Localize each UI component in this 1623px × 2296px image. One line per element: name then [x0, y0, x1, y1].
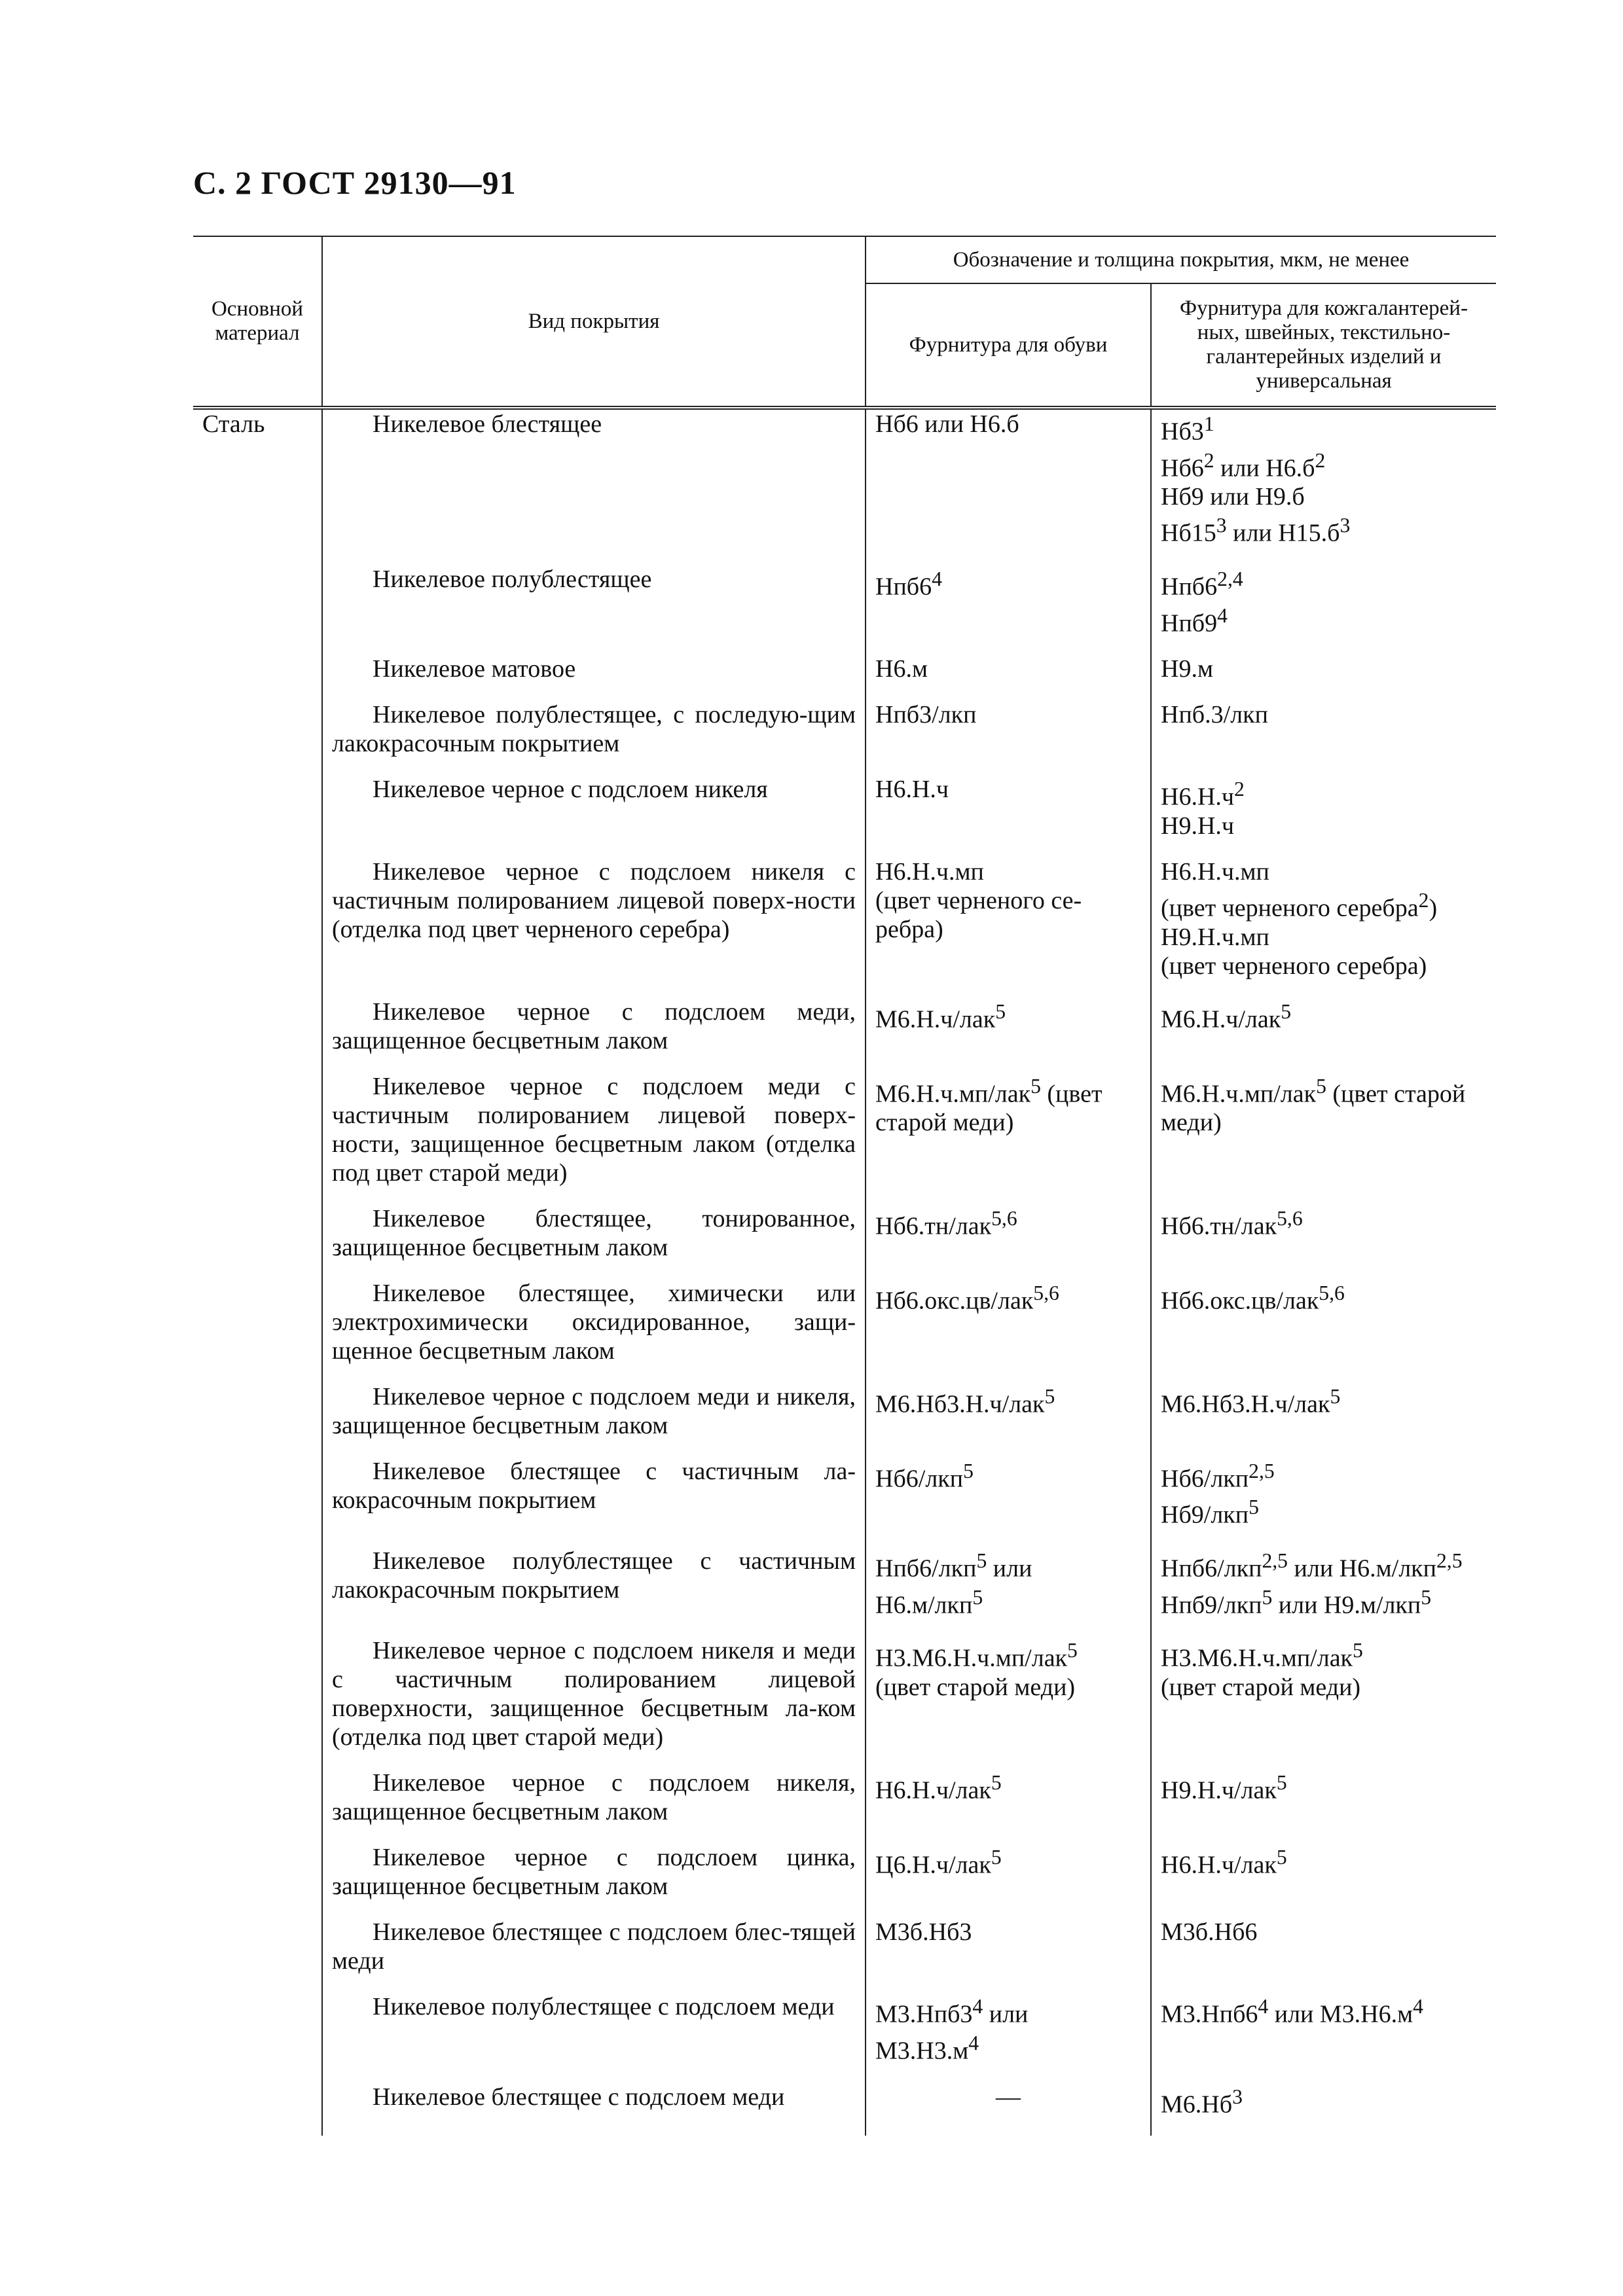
coating-type-cell: Никелевое полублестящее с частичным лакокрасочным покрытием	[322, 1547, 866, 1636]
designation-text: или Н6.м/лкп	[1288, 1554, 1436, 1583]
base-material-cell	[193, 565, 322, 655]
designation-line	[1161, 1918, 1487, 1946]
coating-type-cell: Никелевое черное с подслоем цинка, защищенное бесцветным лаком	[322, 1843, 866, 1918]
footnote-ref: 3	[1216, 514, 1227, 537]
header-designation-group: Обозначение и толщина покрытия, мкм, не менее	[866, 236, 1496, 283]
designation-line	[1161, 1457, 1487, 1494]
base-material-cell	[193, 1843, 322, 1918]
designation-text: или	[983, 2000, 1029, 2028]
footnote-ref: 4	[1258, 1995, 1269, 2018]
base-material-cell	[193, 1992, 322, 2082]
designation-line	[875, 1768, 1141, 1805]
coating-type-cell: Никелевое полублестящее с подслоем меди	[322, 1992, 866, 2082]
coating-type-cell: Никелевое черное с подслоем никеля с частичным полированием лицевой поверх-ности (отделка под цвет черненого серебра)	[322, 857, 866, 997]
designation-line	[875, 1547, 1141, 1583]
leather-fittings-cell	[1151, 1072, 1496, 1204]
table-row	[193, 2083, 1496, 2136]
designation-line	[875, 1673, 1141, 1702]
footnote-ref: 5,6	[1319, 1281, 1345, 1304]
designation-line	[875, 915, 1141, 944]
designation-line	[1161, 1992, 1487, 2029]
designation-text: или Н6.б	[1214, 454, 1315, 482]
designation-text: Н6.Н.ч	[1161, 783, 1234, 811]
footnote-ref: 5	[995, 999, 1006, 1023]
designation-line	[875, 1636, 1141, 1673]
designation-text: Нб6.тн/лак	[875, 1212, 992, 1240]
leather-fittings-cell	[1151, 1918, 1496, 1992]
shoe-fittings-cell	[866, 565, 1151, 655]
designation-line	[1161, 1768, 1487, 1805]
footnote-ref: 2	[1418, 888, 1429, 912]
designation-text: Нб6 или Н6.б	[875, 410, 1019, 438]
footnote-ref: 5	[972, 1585, 983, 1609]
footnote-ref: 5	[1276, 1846, 1287, 1869]
designation-line	[1161, 1583, 1487, 1620]
footnote-ref: 5,6	[1277, 1206, 1303, 1230]
designation-line	[1161, 1382, 1487, 1419]
table-row	[193, 1072, 1496, 1204]
footnote-ref: 4	[968, 2031, 979, 2054]
leather-fittings-cell	[1151, 1636, 1496, 1768]
footnote-ref: 3	[1232, 2085, 1243, 2108]
designation-text: Н6.м/лкп	[875, 1591, 973, 1619]
footnote-ref: 5	[1421, 1585, 1432, 1609]
base-material-cell	[193, 1382, 322, 1457]
designation-text: Н3.М6.Н.ч.мп/лак	[875, 1644, 1068, 1672]
designation-text: Нпб3/лкп	[875, 701, 977, 729]
designation-line	[875, 1108, 1141, 1137]
coating-type-cell: Никелевое блестящее, тонированное, защищенное бесцветным лаком	[322, 1204, 866, 1279]
designation-text: Н3.М6.Н.ч.мп/лак	[1161, 1644, 1353, 1672]
coating-type-cell: Никелевое блестящее	[322, 408, 866, 565]
designation-line	[1161, 1204, 1487, 1241]
designation-text: Н9.Н.ч.мп	[1161, 923, 1269, 951]
designation-line	[1161, 565, 1487, 601]
designation-line	[1161, 857, 1487, 886]
coating-type-cell: Никелевое черное с подслоем меди и никеля, защищенное бесцветным лаком	[322, 1382, 866, 1457]
footnote-ref: 5	[1030, 1074, 1041, 1098]
designation-text: старой меди)	[875, 1109, 1014, 1137]
table-row	[193, 1636, 1496, 1768]
header-material: Основной материал	[193, 236, 322, 408]
table-row	[193, 1992, 1496, 2082]
designation-line	[1161, 482, 1487, 511]
coating-type-cell: Никелевое блестящее, химически или электрохимически оксидированное, защи-щенное бесцветным лаком	[322, 1279, 866, 1382]
shoe-fittings-cell	[866, 1457, 1151, 1547]
designation-line	[1161, 1636, 1487, 1673]
shoe-fittings-cell	[866, 1547, 1151, 1636]
footnote-ref: 2	[1234, 778, 1245, 801]
table-row	[193, 1457, 1496, 1547]
footnote-ref: 5	[991, 1771, 1002, 1795]
leather-fittings-cell	[1151, 1768, 1496, 1843]
shoe-fittings-cell	[866, 775, 1151, 857]
designation-line	[1161, 886, 1487, 923]
coating-type-cell: Никелевое черное с подслоем меди с частичным полированием лицевой поверх-ности, защищенное бесцветным лаком (отделка под цвет старой меди)	[322, 1072, 866, 1204]
footnote-ref: 4	[1217, 603, 1228, 627]
leather-fittings-cell	[1151, 857, 1496, 997]
base-material-cell	[193, 1768, 322, 1843]
designation-line	[1161, 775, 1487, 812]
footnote-ref: 2,5	[1249, 1459, 1275, 1482]
designation-line	[1161, 812, 1487, 840]
leather-fittings-cell	[1151, 565, 1496, 655]
designation-text: Нб6/лкп	[1161, 1465, 1249, 1493]
footnote-ref: 1	[1203, 412, 1214, 435]
shoe-fittings-cell	[866, 408, 1151, 565]
shoe-fittings-cell	[866, 655, 1151, 700]
table-row	[193, 1547, 1496, 1636]
table-row	[193, 1918, 1496, 1992]
designation-line	[875, 1072, 1141, 1109]
designation-line	[1161, 1072, 1487, 1109]
designation-line	[1161, 446, 1487, 483]
footnote-ref: 5	[976, 1549, 987, 1572]
designation-text: (цвет черненого серебра)	[1161, 952, 1427, 980]
designation-text: или Н9.м/лкп	[1272, 1591, 1421, 1619]
designation-line	[1161, 700, 1487, 729]
shoe-fittings-cell	[866, 1992, 1151, 2082]
designation-text: Н9.м	[1161, 655, 1213, 683]
designation-line	[1161, 2083, 1487, 2119]
designation-text: Н9.Н.ч	[1161, 812, 1234, 840]
footnote-ref: 5	[1044, 1384, 1055, 1408]
shoe-fittings-cell	[866, 1072, 1151, 1204]
coating-type-cell: Никелевое блестящее с подслоем меди	[322, 2083, 866, 2136]
header-shoe-fittings: Фурнитура для обуви	[866, 283, 1151, 408]
leather-fittings-cell	[1151, 408, 1496, 565]
leather-fittings-cell	[1151, 1457, 1496, 1547]
designation-text: М6.Н.ч/лак	[875, 1005, 996, 1033]
designation-text: (цвет	[1040, 1080, 1103, 1108]
designation-line	[1161, 655, 1487, 683]
footnote-ref: 2,5	[1436, 1549, 1463, 1572]
designation-text: Н6.Н.ч/лак	[1161, 1851, 1277, 1879]
table-row	[193, 857, 1496, 997]
designation-text: Нб6.окс.цв/лак	[875, 1287, 1034, 1315]
base-material-cell	[193, 2083, 322, 2136]
designation-text: (цвет черненого се-	[875, 886, 1082, 914]
designation-line	[1161, 1108, 1487, 1137]
designation-line	[875, 1992, 1141, 2029]
designation-line	[1161, 1843, 1487, 1880]
designation-text: Нб6/лкп	[875, 1465, 964, 1493]
table-row	[193, 997, 1496, 1072]
table-row	[193, 1768, 1496, 1843]
footnote-ref: 2	[1315, 448, 1326, 472]
designation-text: Н6.Н.ч.мп	[875, 857, 984, 886]
footnote-ref: 3	[1340, 514, 1351, 537]
header-leather-fittings: Фурнитура для кожгалантерей-ных, швейных, текстильно-галантерейных изделий и универсальная	[1151, 283, 1496, 408]
designation-text: Нб9 или Н9.б	[1161, 483, 1305, 511]
designation-text: ребра)	[875, 915, 943, 943]
designation-line	[875, 1382, 1141, 1419]
leather-fittings-cell	[1151, 997, 1496, 1072]
table-row	[193, 1382, 1496, 1457]
leather-fittings-cell	[1151, 1547, 1496, 1636]
designation-line	[875, 857, 1141, 886]
designation-line	[875, 565, 1141, 601]
designation-text: Нб9/лкп	[1161, 1501, 1249, 1529]
designation-text: или Н15.б	[1226, 519, 1340, 547]
designation-line	[1161, 1547, 1487, 1583]
designation-text: М3б.Нб3	[875, 1918, 972, 1946]
footnote-ref: 4	[972, 1995, 983, 2018]
table-row	[193, 408, 1496, 565]
designation-text: М6.Нб	[1161, 2090, 1233, 2119]
designation-text: Н6.Н.ч/лак	[875, 1776, 991, 1804]
designation-line	[875, 2083, 1141, 2111]
designation-text: Нб3	[1161, 418, 1204, 446]
table-row	[193, 1204, 1496, 1279]
designation-line	[1161, 410, 1487, 446]
designation-line	[1161, 601, 1487, 638]
footnote-ref: 5	[1353, 1639, 1363, 1662]
designation-text: Н6.Н.ч.мп	[1161, 857, 1269, 886]
designation-text: или	[987, 1554, 1032, 1583]
designation-text: Нпб6	[875, 573, 932, 601]
designation-line	[1161, 952, 1487, 980]
designation-text: —	[996, 2083, 1021, 2111]
designation-line	[875, 1204, 1141, 1241]
designation-text: М6.Нб3.Н.ч/лак	[875, 1390, 1045, 1418]
footnote-ref: 5,6	[1033, 1281, 1059, 1304]
designation-text: Нпб6/лкп	[1161, 1554, 1262, 1583]
shoe-fittings-cell	[866, 1382, 1151, 1457]
designation-line	[875, 1583, 1141, 1620]
designation-text: )	[1429, 894, 1438, 922]
designation-line	[875, 997, 1141, 1034]
header-coating-type: Вид покрытия	[322, 236, 866, 408]
base-material-cell	[193, 775, 322, 857]
base-material-cell	[193, 997, 322, 1072]
designation-text: (цвет старой меди)	[1161, 1673, 1361, 1701]
coating-table	[193, 236, 1496, 2136]
footnote-ref: 4	[1413, 1995, 1423, 2018]
footnote-ref: 5	[1249, 1496, 1259, 1519]
designation-line	[875, 655, 1141, 683]
footnote-ref: 5	[1067, 1639, 1078, 1662]
coating-type-cell: Никелевое черное с подслоем никеля и меди с частичным полированием лицевой поверхности, защищенное бесцветным ла-ком (отделка под цвет старой меди)	[322, 1636, 866, 1768]
shoe-fittings-cell	[866, 1204, 1151, 1279]
leather-fittings-cell	[1151, 700, 1496, 775]
designation-text: Нпб9/лкп	[1161, 1591, 1262, 1619]
shoe-fittings-cell	[866, 1279, 1151, 1382]
coating-type-cell: Никелевое матовое	[322, 655, 866, 700]
shoe-fittings-cell	[866, 1636, 1151, 1768]
designation-line	[1161, 1493, 1487, 1530]
designation-text: Нб15	[1161, 519, 1216, 547]
shoe-fittings-cell	[866, 997, 1151, 1072]
designation-text: (цвет старой	[1326, 1080, 1466, 1108]
leather-fittings-cell	[1151, 775, 1496, 857]
table-row	[193, 1843, 1496, 1918]
coating-type-cell: Никелевое полублестящее, с последую-щим лакокрасочным покрытием	[322, 700, 866, 775]
base-material-cell: Сталь	[193, 408, 322, 565]
footnote-ref: 5	[1330, 1384, 1341, 1408]
designation-text: Нб6	[1161, 454, 1204, 482]
footnote-ref: 5	[1276, 1771, 1287, 1795]
designation-line	[1161, 1673, 1487, 1702]
designation-line	[1161, 511, 1487, 548]
leather-fittings-cell	[1151, 1382, 1496, 1457]
designation-line	[1161, 1279, 1487, 1316]
footnote-ref: 4	[932, 567, 942, 590]
base-material-cell	[193, 1918, 322, 1992]
coating-type-cell: Никелевое блестящее с подслоем блес-тящей меди	[322, 1918, 866, 1992]
designation-text: М3.Нпб6	[1161, 2000, 1258, 2028]
leather-fittings-cell	[1151, 655, 1496, 700]
designation-line	[875, 886, 1141, 915]
footnote-ref: 2,5	[1262, 1549, 1288, 1572]
leather-fittings-cell	[1151, 1843, 1496, 1918]
footnote-ref: 5	[1281, 999, 1292, 1023]
table-row	[193, 655, 1496, 700]
base-material-cell	[193, 700, 322, 775]
designation-text: Нб6.окс.цв/лак	[1161, 1287, 1319, 1315]
table-row	[193, 1279, 1496, 1382]
base-material-cell	[193, 655, 322, 700]
designation-text: М6.Н.ч.мп/лак	[1161, 1080, 1317, 1108]
designation-text: Нпб6	[1161, 573, 1218, 601]
coating-type-cell: Никелевое блестящее с частичным ла-кокрасочным покрытием	[322, 1457, 866, 1547]
footnote-ref: 2	[1203, 448, 1214, 472]
table-row	[193, 565, 1496, 655]
designation-line	[1161, 997, 1487, 1034]
base-material-cell	[193, 1072, 322, 1204]
leather-fittings-cell	[1151, 1279, 1496, 1382]
designation-text: Н6.Н.ч	[875, 776, 949, 804]
footnote-ref: 5	[991, 1846, 1002, 1869]
page-title: С. 2 ГОСТ 29130—91	[193, 164, 517, 201]
designation-text: М6.Н.ч.мп/лак	[875, 1080, 1031, 1108]
shoe-fittings-cell	[866, 700, 1151, 775]
designation-text: Нпб6/лкп	[875, 1554, 977, 1583]
base-material-cell	[193, 1279, 322, 1382]
footnote-ref: 5	[1316, 1074, 1326, 1098]
footnote-ref: 5	[963, 1459, 974, 1482]
coating-type-cell: Никелевое черное с подслоем меди, защищенное бесцветным лаком	[322, 997, 866, 1072]
designation-text: Н9.Н.ч/лак	[1161, 1776, 1277, 1804]
designation-text: Нпб9	[1161, 609, 1218, 637]
shoe-fittings-cell	[866, 1843, 1151, 1918]
leather-fittings-cell	[1151, 1204, 1496, 1279]
designation-line	[875, 1918, 1141, 1946]
coating-type-cell: Никелевое черное с подслоем никеля, защищенное бесцветным лаком	[322, 1768, 866, 1843]
designation-text: М3.Нпб3	[875, 2000, 973, 2028]
designation-text: М3.Н3.м	[875, 2037, 969, 2065]
designation-line	[875, 2029, 1141, 2066]
table-row	[193, 775, 1496, 857]
base-material-cell	[193, 1457, 322, 1547]
footnote-ref: 5	[1262, 1585, 1273, 1609]
designation-text: меди)	[1161, 1109, 1222, 1137]
coating-type-cell: Никелевое черное с подслоем никеля	[322, 775, 866, 857]
leather-fittings-cell	[1151, 1992, 1496, 2082]
designation-text: М6.Нб3.Н.ч/лак	[1161, 1390, 1330, 1418]
designation-text: М3б.Нб6	[1161, 1918, 1258, 1946]
designation-line	[875, 775, 1141, 804]
shoe-fittings-cell	[866, 857, 1151, 997]
base-material-cell	[193, 857, 322, 997]
designation-text: Ц6.Н.ч/лак	[875, 1851, 991, 1879]
base-material-cell	[193, 1204, 322, 1279]
designation-line	[875, 410, 1141, 439]
base-material-cell	[193, 1636, 322, 1768]
shoe-fittings-cell	[866, 2083, 1151, 2136]
designation-text: (цвет черненого серебра	[1161, 894, 1419, 922]
table-row	[193, 700, 1496, 775]
shoe-fittings-cell	[866, 1768, 1151, 1843]
designation-text: Нб6.тн/лак	[1161, 1212, 1277, 1240]
designation-text: М6.Н.ч/лак	[1161, 1005, 1281, 1033]
designation-line	[875, 1843, 1141, 1880]
leather-fittings-cell	[1151, 2083, 1496, 2136]
designation-text: Н6.м	[875, 655, 928, 683]
footnote-ref: 5,6	[991, 1206, 1017, 1230]
designation-line	[875, 1279, 1141, 1316]
designation-line	[875, 1457, 1141, 1494]
base-material-cell	[193, 1547, 322, 1636]
shoe-fittings-cell	[866, 1918, 1151, 1992]
designation-text: или М3.Н6.м	[1268, 2000, 1413, 2028]
designation-text: Нпб.3/лкп	[1161, 701, 1268, 729]
designation-line	[1161, 923, 1487, 952]
coating-type-cell: Никелевое полублестящее	[322, 565, 866, 655]
footnote-ref: 2,4	[1217, 567, 1243, 590]
designation-text: (цвет старой меди)	[875, 1673, 1076, 1701]
designation-line	[875, 700, 1141, 729]
